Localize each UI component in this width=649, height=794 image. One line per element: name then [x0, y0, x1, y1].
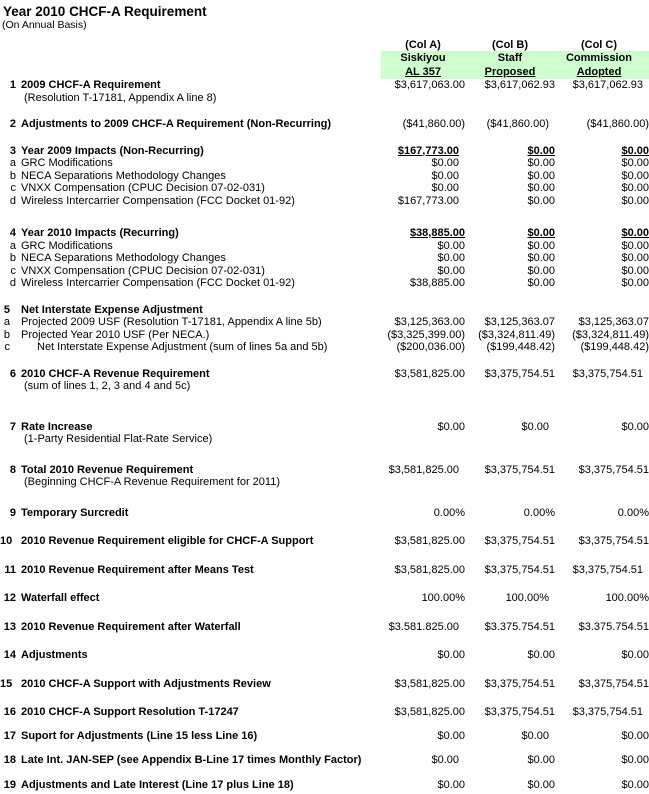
row-label: 2010 Revenue Requirement after Means Test	[21, 563, 254, 576]
value-col-a: ($41,860.00)	[402, 118, 465, 130]
column-header-col-b: (Col B)	[491, 39, 529, 51]
row-subnote: (Resolution T-17181, Appendix A line 8)	[24, 91, 217, 104]
value-col-a: $0.00	[437, 420, 465, 433]
value-col-b: $3,125,363.07	[484, 316, 555, 328]
worksheet-body	[0, 79, 649, 791]
value-col-c: $0.00	[621, 754, 649, 766]
value-col-c: ($41,860.00)	[586, 118, 649, 130]
row-number: 11	[4, 563, 16, 576]
row-gap	[0, 742, 649, 754]
value-col-b	[465, 476, 555, 489]
column-subname-proposed: Proposed	[465, 65, 555, 79]
value-col-c: $0.00	[621, 157, 649, 169]
row-number: 18	[3, 754, 16, 766]
row-gap	[0, 690, 649, 706]
row-gap	[0, 489, 649, 507]
value-col-b: $3,375,754.51	[484, 367, 555, 380]
spacer	[16, 65, 381, 79]
row-number	[0, 380, 16, 393]
row-number: 12	[3, 592, 16, 604]
row-number: 2	[9, 118, 16, 130]
value-col-a	[381, 433, 465, 446]
row-number	[0, 92, 16, 105]
value-col-c: $0.00	[621, 227, 649, 239]
value-col-c: $3,375,754.51	[578, 677, 649, 690]
value-col-c: ($3,324,811.49)	[572, 328, 649, 341]
value-col-c	[555, 433, 649, 446]
row-label: NECA Separations Methodology Changes	[21, 252, 226, 264]
value-col-c: $3,375,754.51	[572, 706, 643, 718]
value-col-a	[381, 380, 465, 393]
row-label: Total 2010 Revenue Requirement	[21, 463, 194, 476]
value-col-c: $3,617,062.93	[572, 79, 643, 91]
value-col-a: $167,773.00	[397, 144, 459, 157]
row-number: 8	[9, 463, 16, 476]
value-col-b: 100.00%	[505, 592, 549, 604]
row-gap	[0, 767, 649, 779]
value-col-c	[555, 476, 649, 489]
row-label: 2010 Revenue Requirement eligible for CHCF-A Support	[21, 535, 314, 547]
row-gap	[0, 393, 649, 421]
spacer	[16, 51, 381, 65]
column-subname-adopted: Adopted	[555, 65, 649, 79]
row-number: 4	[9, 227, 16, 239]
value-col-b: $3,375,754.51	[484, 463, 555, 476]
row-number: 17	[3, 729, 16, 742]
value-col-b: $0.00	[527, 182, 555, 194]
row-number	[0, 433, 16, 446]
row-number: b	[9, 169, 16, 182]
value-col-c: $0.00	[621, 277, 649, 289]
spacer	[16, 39, 381, 51]
spacer	[0, 51, 16, 65]
value-col-b: ($3,324,811.49)	[478, 328, 555, 341]
value-col-a: $3,581,825.00	[388, 463, 459, 476]
row-label: Adjustments and Late Interest (Line 17 plus Line 18)	[21, 778, 294, 791]
value-col-a	[381, 476, 465, 489]
value-col-b: $3,375,754.51	[484, 677, 555, 690]
column-subname-band	[0, 65, 649, 79]
column-subname-al-357: AL 357	[381, 65, 465, 79]
column-name-band	[0, 51, 649, 65]
value-col-b: $0.00	[527, 277, 555, 289]
value-col-b: $3,375,754.51	[484, 706, 555, 718]
row-label: GRC Modifications	[21, 157, 113, 169]
value-col-a	[381, 304, 465, 317]
value-col-c: $0.00	[621, 729, 649, 742]
row-gap	[0, 633, 649, 649]
column-header-col-c: (Col C)	[580, 39, 618, 51]
value-col-a: $0.00	[431, 169, 459, 182]
row-label: Projected Year 2010 USF (Per NECA.)	[21, 328, 210, 341]
value-col-a: $0.00	[431, 182, 459, 194]
row-label: GRC Modifications	[21, 239, 113, 252]
value-col-c: $3,375,754.51	[572, 563, 643, 576]
row-gap	[0, 519, 649, 535]
row-label: Year 2010 Impacts (Recurring)	[21, 227, 179, 239]
row-label: 2010 CHCF-A Support Resolution T-17247	[21, 706, 239, 718]
row-label: Wireless Intercarrier Compensation (FCC Docket 01-92)	[21, 277, 295, 289]
value-col-c: $3,125,363.07	[578, 316, 649, 328]
value-col-c: $0.00	[621, 144, 649, 157]
value-col-b: ($41,860.00)	[486, 118, 549, 130]
row-number: b	[3, 328, 10, 341]
row-gap	[0, 548, 649, 564]
value-col-c: $3,375,754.51	[578, 535, 649, 547]
row-gap	[0, 446, 649, 464]
column-name-siskiyou: Siskiyou	[381, 51, 465, 65]
row-number	[0, 476, 16, 489]
value-col-a: ($200,036.00)	[396, 341, 465, 353]
row-label: NECA Separations Methodology Changes	[21, 169, 226, 182]
value-col-b: $0.00	[527, 252, 555, 264]
row-label: Net Interstate Expense Adjustment (sum of lines 5a and 5b)	[37, 341, 328, 353]
value-col-b: $3,617,062.93	[484, 79, 555, 91]
row-label: Suport for Adjustments (Line 15 less Line 16)	[21, 729, 258, 742]
value-col-a: $0.00	[437, 264, 465, 277]
value-col-a: $3,581,825.00	[394, 706, 465, 718]
value-col-c: $0.00	[621, 252, 649, 264]
value-col-c: 100.00%	[605, 592, 649, 604]
value-col-b: $3,375,754.51	[484, 535, 555, 547]
value-col-c: $3.375.754.51	[578, 620, 649, 633]
value-col-b: $0.00	[521, 729, 549, 742]
row-label: 2010 CHCF-A Revenue Requirement	[21, 367, 210, 380]
value-col-b: $0.00	[527, 778, 555, 791]
column-header-col-a: (Col A)	[405, 39, 441, 51]
row-number: b	[9, 252, 16, 264]
value-col-c: $0.00	[621, 264, 649, 277]
value-col-a	[381, 92, 465, 105]
value-col-a: $3.581.825.00	[388, 620, 459, 633]
value-col-a: ($3,325,399.00)	[387, 328, 465, 341]
row-number: c	[10, 182, 16, 194]
spacer	[0, 65, 16, 79]
row-gap	[0, 662, 649, 678]
row-gap	[0, 354, 649, 368]
value-col-b: $0.00	[521, 420, 549, 433]
value-col-a: $38,885.00	[409, 277, 465, 289]
row-number: a	[9, 239, 16, 252]
row-number: a	[3, 316, 10, 328]
row-number: 3	[9, 144, 16, 157]
row-subnote: (Beginning CHCF-A Revenue Requirement for 2011)	[24, 476, 280, 488]
value-col-b: $3,375,754.51	[484, 563, 555, 576]
row-label: Net Interstate Expense Adjustment	[21, 303, 203, 316]
row-number: c	[10, 264, 16, 277]
row-label: Late Int. JAN-SEP (see Appendix B-Line 17 times Monthly Factor)	[21, 754, 362, 766]
value-col-c: $0.00	[621, 182, 649, 194]
value-col-c	[555, 304, 649, 317]
value-col-a: $0.00	[437, 729, 465, 742]
value-col-a: $0.00	[437, 778, 465, 791]
value-col-b	[465, 92, 555, 105]
value-col-b: $0.00	[527, 169, 555, 182]
value-col-a: $0.00	[431, 754, 459, 766]
value-col-a: $3,617,063.00	[394, 79, 465, 91]
row-label: Adjustments to 2009 CHCF-A Requirement (Non-Recurring)	[21, 118, 332, 130]
row-number: 7	[9, 420, 16, 433]
row-gap	[0, 131, 649, 145]
row-gap	[0, 104, 649, 118]
row-label: 2009 CHCF-A Requirement	[21, 79, 161, 91]
row-gap	[0, 576, 649, 592]
value-col-b: $0.00	[527, 239, 555, 252]
value-col-a: $3,581,825.00	[394, 563, 465, 576]
value-col-b: $0.00	[527, 227, 555, 239]
value-col-b: $0.00	[527, 754, 555, 766]
value-col-a: $0.00	[437, 649, 465, 661]
row-label: Waterfall effect	[21, 592, 100, 604]
value-col-a: $0.00	[437, 252, 465, 264]
value-col-b: $0.00	[527, 194, 555, 207]
row-number: a	[9, 157, 16, 169]
row-label: VNXX Compensation (CPUC Decision 07-02-031)	[21, 264, 265, 277]
row-label: Wireless Intercarrier Compensation (FCC Docket 01-92)	[21, 194, 295, 207]
value-col-a: $3,125,363.00	[394, 316, 465, 328]
column-name-commission: Commission	[555, 51, 649, 65]
value-col-b: $0.00	[527, 264, 555, 277]
value-col-b	[465, 433, 555, 446]
value-col-a: 100.00%	[421, 592, 465, 604]
value-col-c: ($199,448.42)	[580, 341, 649, 353]
value-col-a: $3,581,825.00	[394, 367, 465, 380]
value-col-b: $0.00	[527, 649, 555, 661]
page-subtitle: (On Annual Basis)	[2, 19, 87, 31]
value-col-a: $3,581,825.00	[394, 677, 465, 690]
row-number: 1	[9, 79, 16, 91]
column-id-row	[0, 39, 649, 51]
column-name-staff: Staff	[465, 51, 555, 65]
value-col-c: $0.00	[621, 649, 649, 661]
value-col-a: $3,581,825.00	[394, 535, 465, 547]
value-col-b: $0.00	[527, 157, 555, 169]
value-col-a: $38,885.00	[409, 227, 465, 239]
spacer	[0, 39, 16, 51]
row-label: VNXX Compensation (CPUC Decision 07-02-031)	[21, 182, 265, 194]
value-col-b	[465, 380, 555, 393]
row-label: Rate Increase	[21, 420, 93, 433]
row-number: 6	[9, 367, 16, 380]
page-title: Year 2010 CHCF-A Requirement	[3, 4, 207, 19]
value-col-b: $3.375.754.51	[484, 620, 555, 633]
value-col-c: 0.00%	[617, 506, 649, 519]
value-col-b: $0.00	[527, 144, 555, 157]
value-col-c	[555, 92, 649, 105]
row-number: 13	[3, 620, 16, 633]
row-number: 9	[9, 506, 16, 519]
row-number: d	[9, 277, 16, 289]
value-col-b: 0.00%	[523, 506, 555, 519]
row-label: Year 2009 Impacts (Non-Recurring)	[21, 144, 204, 157]
value-col-c: $0.00	[621, 169, 649, 182]
row-number: 19	[3, 778, 16, 791]
row-number: c	[4, 341, 10, 353]
value-col-a: $0.00	[431, 157, 459, 169]
row-gap	[0, 719, 649, 730]
value-col-a: $167,773.00	[397, 194, 459, 207]
value-col-c: $3,375,754.51	[572, 367, 643, 380]
row-label: 2010 CHCF-A Support with Adjustments Review	[21, 677, 271, 690]
row-gap	[0, 605, 649, 621]
value-col-a: $0.00	[437, 239, 465, 252]
value-col-c: $0.00	[621, 194, 649, 207]
row-number: 15	[0, 677, 13, 690]
value-col-c	[555, 380, 649, 393]
row-number: d	[9, 194, 16, 207]
row-gap	[0, 290, 649, 304]
row-label: Temporary Surcredit	[21, 506, 129, 519]
value-col-a: 0.00%	[433, 506, 465, 519]
row-label: 2010 Revenue Requirement after Waterfall	[21, 620, 241, 633]
value-col-c: $3,375,754.51	[578, 463, 649, 476]
value-col-c: $0.00	[621, 239, 649, 252]
value-col-b: ($199,448.42)	[486, 341, 555, 353]
value-col-c: $0.00	[621, 778, 649, 791]
row-number: 10	[0, 535, 13, 547]
row-subnote: (1-Party Residential Flat-Rate Service)	[24, 433, 213, 445]
row-label: Adjustments	[21, 649, 88, 661]
value-col-c: $0.00	[621, 420, 649, 433]
row-label: Projected 2009 USF (Resolution T-17181, Appendix A line 5b)	[21, 316, 322, 328]
row-subnote: (sum of lines 1, 2, 3 and 4 and 5c)	[24, 380, 191, 392]
row-number: 14	[3, 649, 16, 661]
value-col-b	[465, 304, 555, 317]
row-number: 5	[3, 303, 10, 316]
row-number: 16	[3, 706, 16, 718]
row-gap	[0, 207, 649, 227]
